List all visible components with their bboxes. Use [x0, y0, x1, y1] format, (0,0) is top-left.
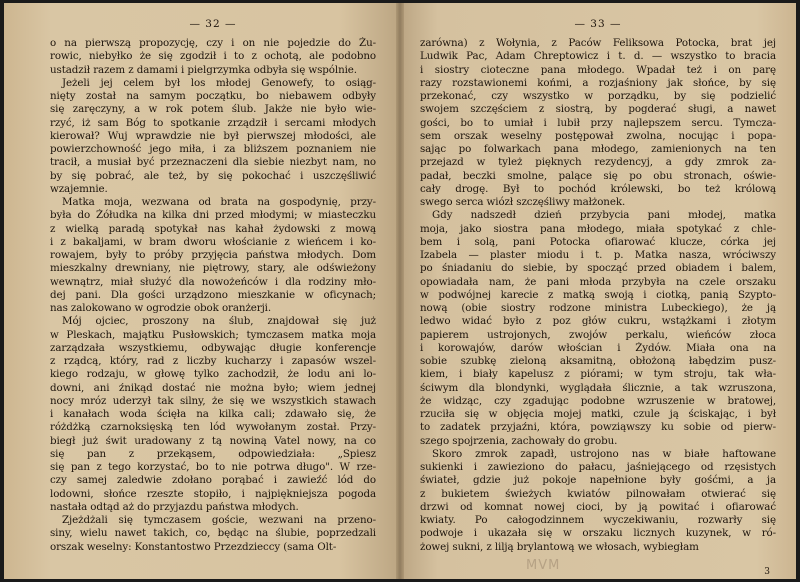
text-line: cały drogę. Był to pochód królewski, bo też królową [420, 182, 776, 195]
text-line: biegł już świt uradowany z tą nowiną Vatel nowy, na co [50, 434, 376, 447]
text-line: powierzchowność jego miła, i za bliższem poznaniem nie [50, 143, 376, 155]
text-line: mieszkalny drewniany, nie piętrowy, stary, ale odświeżony [50, 262, 376, 275]
text-line: z rządcą, który, rad z liczby kucharzy i zapasów wszel- [50, 355, 376, 367]
text-line: swego serca wiózł szczęśliwy małżonek. [420, 196, 626, 208]
text-line: Ludwik Pac, Adam Chreptowicz i t. d. — wszystko to bracia [420, 50, 776, 63]
text-line: nięty został na samym początku, bo niebawem odbyły [50, 90, 376, 102]
text-line: wewnątrz, miał służyć dla nowożeńców i dla rodziny mło- [50, 275, 376, 288]
book-gutter [396, 3, 404, 579]
text-line: ściwym dla blondynki, wyglądała ślicznie, a tak wzruszona, [420, 381, 776, 394]
text-line: gości, bo to umiał i lubił przy najlepszem sercu. Tymcza- [420, 116, 776, 129]
text-line: z bukietem świeżych kwiatów pilnowałam otwierać się [420, 487, 776, 500]
text-line: kwiaty. Po całogodzinnem wyczekiwaniu, rozwarły się [420, 514, 776, 526]
text-line: rzuciła się w objęcia mojej matki, czule ją ściskając, i był [420, 408, 776, 420]
text-line: sukienki i zawieziono do pałacu, jaśniejącego od rzęsistych [420, 461, 776, 473]
text-line: się zaręczyny, a w rok potem ślub. Jakże nie było wie- [50, 103, 376, 116]
right-page [398, 3, 796, 579]
text-line: orszak weselny: Konstantostwo Przezdzieccy (sama Olt- [50, 540, 337, 553]
text-line: papierem ustrojonych, zwojów perkalu, wieńców złoca [420, 328, 776, 341]
text-line: razy rozstawionemi końmi, a rozjaśniony jak słońce, by się [420, 76, 776, 89]
text-line: była do Żółudka na kilka dni przed młodymi; w miasteczku [50, 209, 376, 222]
text-line: Jeżeli jej celem był los młodej Genowefy, to osiąg- [62, 76, 376, 89]
text-line: żowej sukni, z lilją brylantową we włosach, wybiegłam [420, 540, 699, 553]
text-line: i z bakaljami, w bram dworu włościanie z wieńcem i ko- [50, 235, 376, 248]
book-spread [4, 3, 796, 579]
text-line: po śniadaniu do siebie, by spocząć przed obiadem i balem, [420, 262, 776, 275]
text-line: sem orszak weselny postępował zwolna, nocując i popa- [420, 129, 776, 142]
text-line: nas zalokowano w ogrodzie obok oranżerji. [50, 302, 272, 314]
text-line: Skoro zmrok zapadł, ustrojono nas w białe haftowane [432, 447, 776, 460]
text-line: siny, wielu nawet takich, co, będąc na ślubie, poprzedzali [50, 527, 376, 540]
text-line: by się pobrać, ale też, by się pokochać i uszczęśliwić [50, 169, 376, 182]
text-line: się pan z tego korzystać, bo to nie potrwa długo". W rze- [50, 461, 376, 473]
page-number-left: — 32 — [189, 18, 237, 30]
watermark: MVM [526, 558, 561, 573]
text-line: swojem szczęściem z siostrą, by pogderać sługi, a nawet [420, 103, 776, 116]
text-line: wzajemnie. [50, 182, 108, 195]
text-line: Gdy nadszedł dzień przybycia pani młodej, matka [432, 209, 776, 222]
text-line: ustadził razem z damami i pielgrzymka odbyła się wspólnie. [50, 63, 357, 76]
left-page-text [50, 37, 376, 554]
text-line: różdżką czarnoksięską ten lód wywołanym został. Przy- [50, 421, 376, 434]
text-line: zarówna) z Wołynia, z Paców Feliksowa Potocka, brat jej [420, 37, 776, 49]
text-line: szego spojrzenia, zachowały do grobu. [420, 434, 618, 447]
text-line: bem i solą, pani Potocka ofiarować klucze, córka jej [420, 235, 776, 248]
text-line: rowic, niebyłko że się zgodził i to z ochotą, ale podobno [50, 50, 376, 63]
text-line: w Pleskach, majątku Pusłowskich; tymczasem matka moja [50, 328, 376, 341]
text-line: nastała odtąd aż do przyjazdu państwa młodych. [50, 500, 299, 513]
text-line: Mój ojciec, proszony na ślub, znajdował się już [62, 315, 376, 328]
text-line: i korowajów, darów włościan i Żydów. Miała ona na [420, 341, 776, 354]
text-line: czy samej zaledwie zdołano porąbać i zawieźć lód do [50, 474, 376, 487]
text-line: o na pierwszą propozycję, czy i on nie pojedzie do Żu- [50, 37, 376, 49]
text-line: Zjeżdżali się tymczasem goście, wezwani na przeno- [62, 514, 376, 526]
text-line: podwoje i ukazała się w orszaku licznych kuzynek, w ró- [420, 527, 776, 540]
text-line: padał, beczki smolne, palące się po obu stronach, oświe- [420, 169, 776, 182]
text-line: opowiadała nam, że pani młoda przybyła na czele orszaku [420, 275, 776, 288]
text-line: rowajem, były to próby przyjęcia państwa młodych. Dom [50, 249, 376, 261]
printer-signature: 3 [764, 567, 770, 577]
text-line: nocy mróz uderzył tak silny, że się we wszystkich stawach [50, 394, 376, 407]
text-line: zarządzała wszystkiemu, odbywając długie konferencje [50, 341, 376, 354]
text-line: lodowni, słońce rzeszte stopiło, i najpiękniejsza pogoda [50, 487, 376, 500]
text-line: że widząc, czy zgadując podobne wzruszenie w bratowej, [420, 394, 776, 407]
text-line: świateł, gdzie już pokoje napełnione były gośćmi, a ja [420, 474, 776, 487]
left-page [4, 3, 398, 579]
text-line: sając po folwarkach pana młodego, zamienionych na ten [420, 143, 776, 155]
text-line: i kanałach woda ścięła na kilka cali; zdawało się, że [50, 408, 376, 420]
text-line: rzyć, iż sam Bóg to spotkanie zrządził i sercami młodych [50, 116, 376, 129]
text-line: moja, jako siostra pana młodego, miała spotykać z chle- [420, 222, 776, 235]
text-line: Matka moja, wezwana od brata na gospodynię, przy- [62, 196, 376, 208]
page-number-right: — 33 — [574, 18, 622, 30]
text-line: i siostry cioteczne pana młodego. Wpadał też i on parę [420, 63, 776, 76]
text-line: kiego rodzaju, w głowę tylko zachodził, że lodu ani lo- [50, 368, 376, 381]
text-line: przekonać, czy wszystko w porządku, by się podzielić [420, 90, 776, 102]
text-line: z wielką paradą spotykał nas kahał żydowski z mową [50, 222, 376, 235]
text-line: sobie szubkę zieloną aksamitną, obłożoną łabędzim pusz- [420, 355, 776, 367]
text-line: Izabela — plaster miodu i t. p. Matka nasza, wróciwszy [420, 249, 776, 261]
right-page-text [420, 37, 776, 554]
text-line: downi, ani źnikąd dostać nie można było; wiem jednej [50, 381, 376, 394]
text-line: kierował? Wuj wprawdzie nie był pierwszej młodości, ale [50, 129, 376, 142]
text-line: ledwo widać było z poz głów cukru, wstążkami i złotym [420, 315, 776, 328]
text-line: to zadatek przyjaźni, która, powziąwszy ku sobie od pierw- [420, 421, 776, 434]
text-line: się pan z przekąsem, odpowiedziała: „Spiesz [50, 447, 376, 460]
text-line: drzwi od komnat nowej cioci, by ją powitać i ofiarować [420, 500, 776, 513]
text-line: kiem, i biały kapelusz z piórami; w tym stroju, tak wła- [420, 368, 776, 381]
text-line: tracił, a musiał być przeznaczeni dla siebie niezbyt nam, no [50, 156, 376, 169]
text-line: nową (obie siostry rodzone ministra Lubeckiego), że ją [420, 302, 776, 314]
text-line: w podwójnej karecie z matką swoją i ciotką, panią Szypto- [420, 288, 776, 301]
text-line: dej pani. Dla gości urządzono mieszkanie w oficynach; [50, 288, 376, 301]
text-line: przejazd w tyleż pięknych rezydencyj, a gdy zmrok za- [420, 156, 776, 169]
